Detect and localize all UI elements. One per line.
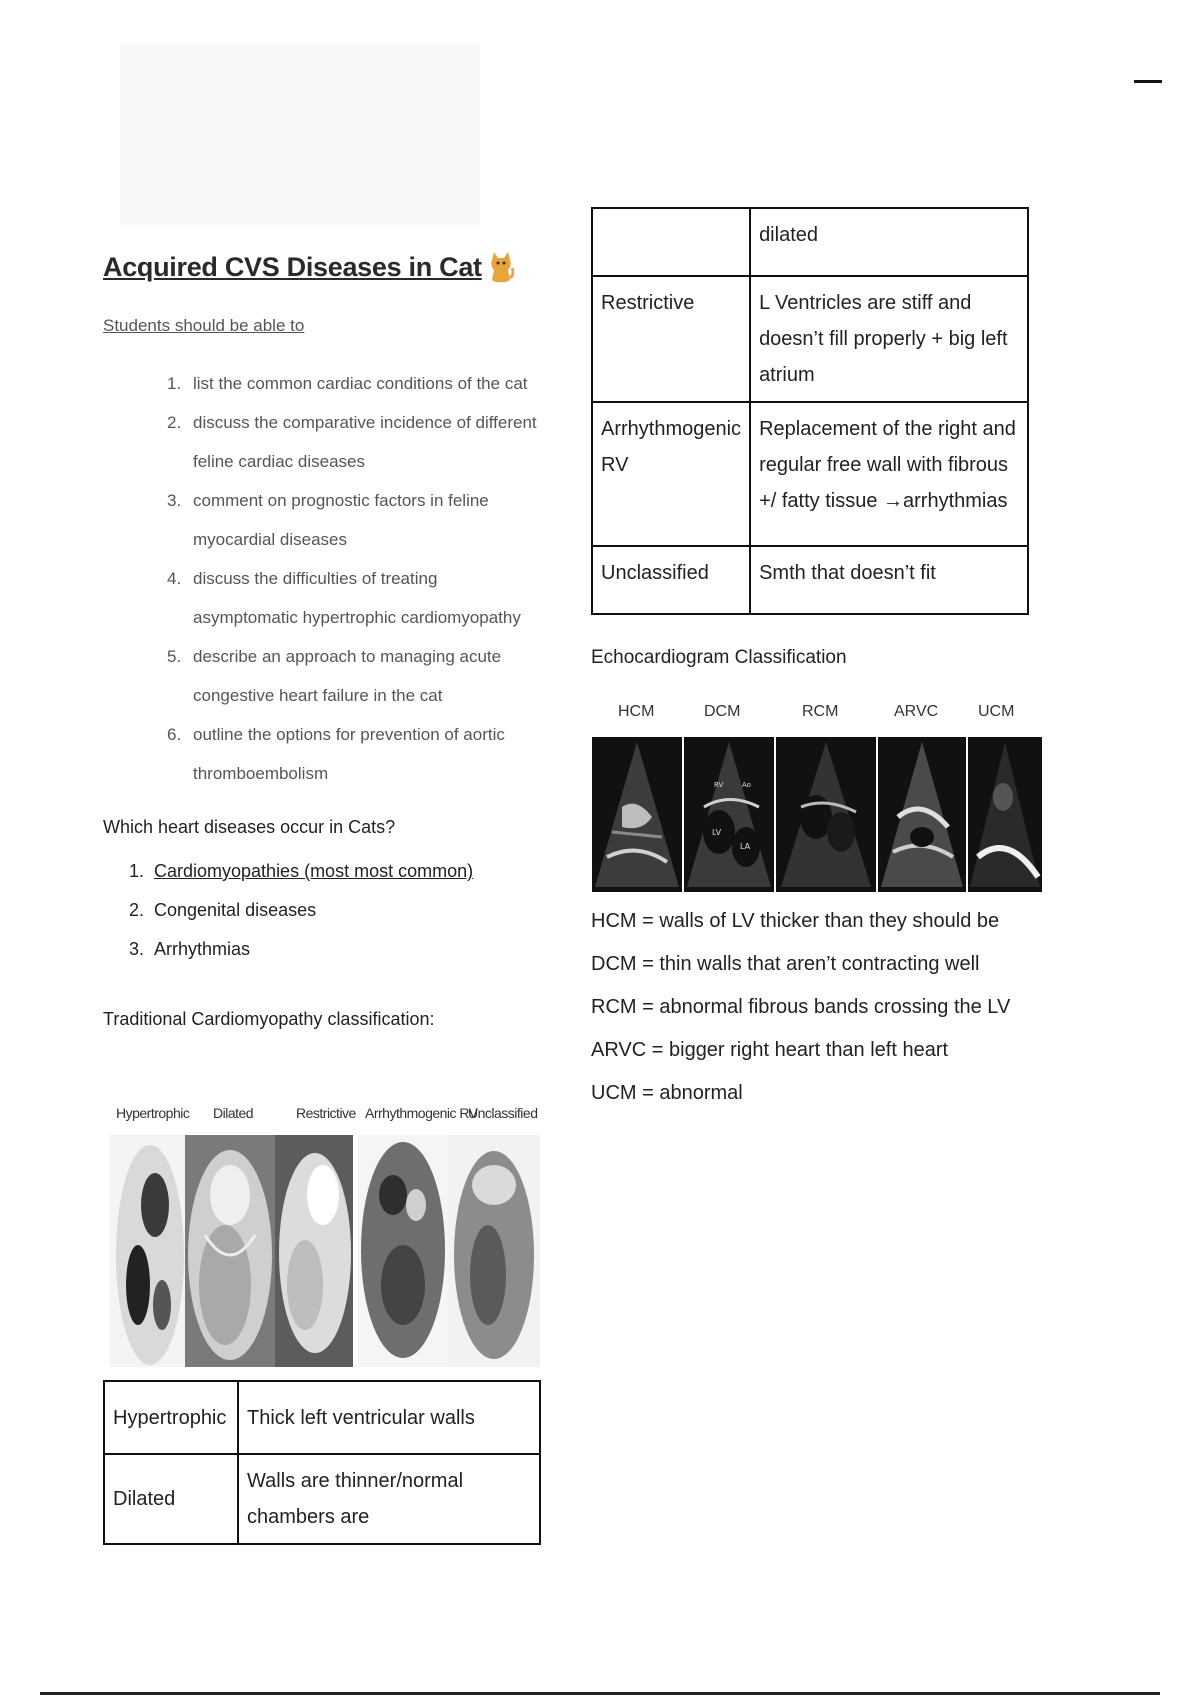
item-number: 4. (167, 569, 182, 588)
item-number: 2. (167, 413, 182, 432)
figure-label: Unclassified (468, 1105, 538, 1121)
echo-label-ao: Ao (742, 781, 751, 789)
echo-label-rv: RV (714, 781, 724, 789)
item-text: Congenital diseases (154, 900, 317, 920)
table-row (592, 402, 1028, 546)
item-text: list the common cardiac conditions of the cat (193, 374, 528, 393)
definition-line: RCM = abnormal fibrous bands crossing the LV (591, 996, 1011, 1018)
figure-label: Arrhythmogenic RV (365, 1105, 478, 1121)
item-number: 2. (129, 900, 145, 920)
list-item (167, 715, 543, 793)
list-item (129, 891, 543, 930)
table-cell: Hypertrophic (104, 1381, 238, 1454)
diseases-list (103, 852, 543, 969)
definition-line: HCM = walls of LV thicker than they should be (591, 910, 1000, 932)
table-cell: L Ventricles are stiff and doesn’t fill properly + big left atrium (750, 276, 1028, 402)
list-item (167, 637, 543, 715)
top-corner-rule (1134, 80, 1162, 83)
item-number: 1. (129, 861, 145, 881)
table-row (592, 276, 1028, 402)
heart-specimen-image (275, 1135, 353, 1367)
item-number: 3. (129, 939, 145, 959)
list-item (167, 403, 543, 481)
item-text: discuss the comparative incidence of different feline cardiac diseases (193, 413, 537, 471)
item-text: comment on prognostic factors in feline myocardial diseases (193, 491, 489, 549)
heart-specimen-image (448, 1135, 540, 1367)
definition-line: DCM = thin walls that aren’t contracting well (591, 953, 980, 975)
figure-label: DCM (704, 703, 741, 720)
table-cell: Dilated (104, 1454, 238, 1544)
figure-label: HCM (618, 703, 655, 720)
figure-label: RCM (802, 703, 839, 720)
objectives-heading: Students should be able to (103, 316, 305, 335)
table-cell (592, 208, 750, 276)
table-cell: Walls are thinner/normal chambers are (238, 1454, 540, 1544)
objectives-list (103, 364, 543, 793)
echo-image (878, 737, 966, 892)
echo-label-la: LA (740, 842, 751, 851)
faint-watermark (110, 35, 490, 235)
table-row (104, 1381, 540, 1454)
echocardiogram-figure (592, 703, 1042, 893)
cardiomyopathy-table-part1 (103, 1380, 541, 1545)
table-cell: Arrhythmogenic RV (592, 402, 750, 546)
table-cell: Replacement of the right and regular free wall with fibrous +/ fatty tissue →arrhythmias (750, 402, 1028, 546)
item-text: Cardiomyopathies (most most common) (154, 861, 474, 881)
list-item (129, 852, 543, 891)
definition-line: ARVC = bigger right heart than left heart (591, 1039, 949, 1061)
table-cell: dilated (750, 208, 1028, 276)
echo-image (592, 737, 682, 892)
table-cell: Thick left ventricular walls (238, 1381, 540, 1454)
traditional-heading: Traditional Cardiomyopathy classification: (103, 1009, 435, 1029)
cat-icon (488, 250, 514, 284)
cardiomyopathy-table-part2 (591, 207, 1029, 615)
table-row (592, 546, 1028, 614)
heart-specimen-image (110, 1135, 185, 1367)
table-cell: Restrictive (592, 276, 750, 402)
list-item (167, 364, 543, 403)
figure-label: ARVC (894, 703, 939, 720)
echo-image (684, 737, 774, 892)
heart-pathology-figure (110, 1105, 540, 1367)
figure-label: Hypertrophic (116, 1105, 190, 1121)
table-row (104, 1454, 540, 1544)
item-text: outline the options for prevention of aortic thromboembolism (193, 725, 505, 783)
echo-image (776, 737, 876, 892)
table-row (592, 208, 1028, 276)
figure-label: Restrictive (296, 1105, 356, 1121)
table-cell: Smth that doesn’t fit (750, 546, 1028, 614)
echo-definitions (591, 900, 1010, 1115)
diseases-heading: Which heart diseases occur in Cats? (103, 817, 396, 837)
item-number: 6. (167, 725, 182, 744)
echo-label-lv: LV (712, 828, 722, 837)
title-text: Acquired CVS Diseases in Cat (103, 251, 482, 282)
heart-specimen-image (185, 1135, 275, 1367)
figure-label: Dilated (213, 1105, 254, 1121)
list-item (129, 930, 543, 969)
item-number: 1. (167, 374, 182, 393)
echo-image (968, 737, 1042, 892)
list-item (167, 481, 543, 559)
heart-specimen-image (358, 1135, 448, 1367)
item-number: 3. (167, 491, 182, 510)
definition-line: UCM = abnormal (591, 1082, 743, 1104)
bottom-rule (40, 1692, 1160, 1695)
item-text: describe an approach to managing acute congestive heart failure in the cat (193, 647, 502, 705)
document-title (103, 250, 543, 284)
figure-label: UCM (978, 703, 1015, 720)
left-column (103, 250, 543, 1030)
echo-heading: Echocardiogram Classification (591, 647, 847, 668)
item-number: 5. (167, 647, 182, 666)
item-text: Arrhythmias (154, 939, 251, 959)
table-cell: Unclassified (592, 546, 750, 614)
item-text: discuss the difficulties of treating asymptomatic hypertrophic cardiomyopathy (193, 569, 521, 627)
list-item (167, 559, 543, 637)
